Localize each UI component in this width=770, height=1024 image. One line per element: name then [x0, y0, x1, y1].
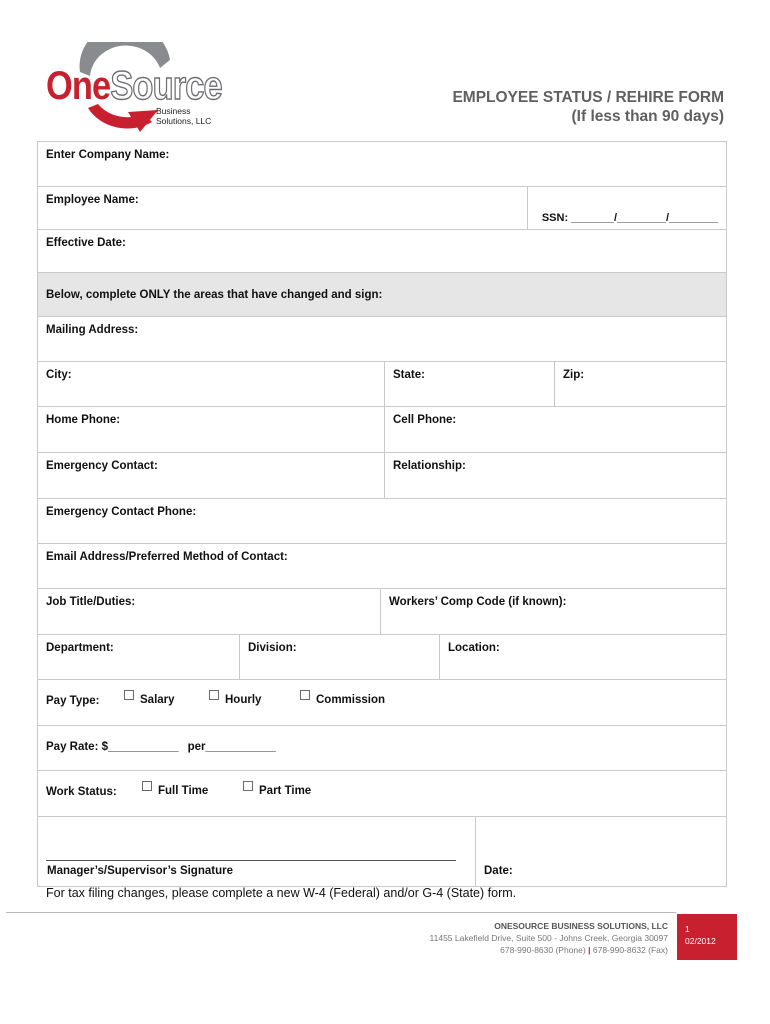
ssn-label: SSN: _______/________/________: [541, 212, 718, 224]
zip-label: Zip:: [563, 369, 585, 381]
pay-option-commission[interactable]: Commission: [300, 694, 385, 706]
effective-date-row: [38, 230, 726, 273]
relationship-label: Relationship:: [393, 460, 466, 472]
workers-comp-label: Workers’ Comp Code (if known):: [389, 596, 567, 608]
employee-name-field[interactable]: [38, 187, 528, 229]
city-field[interactable]: [38, 362, 385, 406]
revision-date: 02/2012: [685, 936, 716, 946]
work-option-full-time[interactable]: Full Time: [142, 785, 208, 797]
part-time-checkbox-icon[interactable]: [243, 781, 253, 791]
form-title-sub: (If less than 90 days): [571, 108, 724, 125]
division-field[interactable]: [240, 635, 440, 679]
city-state-zip-row: [38, 362, 726, 407]
pay-rate-cell[interactable]: [38, 726, 726, 770]
emergency-contact-row: [38, 453, 726, 499]
work-status-cell: [38, 771, 726, 816]
emergency-phone-label: Emergency Contact Phone:: [46, 506, 197, 518]
signature-row: [38, 817, 726, 887]
employee-status-form: [37, 141, 727, 887]
pay-option-hourly[interactable]: Hourly: [209, 694, 261, 706]
email-field[interactable]: [38, 544, 726, 588]
footer-page-box: [677, 914, 737, 960]
effective-date-label: Effective Date:: [46, 237, 126, 249]
cell-phone-field[interactable]: [385, 407, 726, 452]
signature-field[interactable]: [38, 817, 476, 886]
pay-type-cell: [38, 680, 726, 725]
company-name-row: [38, 142, 726, 187]
relationship-field[interactable]: [385, 453, 726, 498]
home-phone-field[interactable]: [38, 407, 385, 452]
footer-address-block: [430, 920, 668, 956]
mailing-address-label: Mailing Address:: [46, 324, 139, 336]
employee-name-row: [38, 187, 726, 230]
footer-fax: 678-990-8632 (Fax): [592, 945, 668, 955]
footer-phone: 678-990-8630 (Phone): [500, 945, 586, 955]
department-row: [38, 635, 726, 680]
pay-type-row: [38, 680, 726, 726]
instructions-text: Below, complete ONLY the areas that have changed and sign:: [46, 289, 383, 301]
effective-date-field[interactable]: [38, 230, 726, 272]
work-option-part-time[interactable]: Part Time: [243, 785, 311, 797]
footer-contact-line: [430, 944, 668, 956]
email-label: Email Address/Preferred Method of Contact:: [46, 551, 288, 563]
pay-rate-row: [38, 726, 726, 771]
job-title-label: Job Title/Duties:: [46, 596, 136, 608]
department-field[interactable]: [38, 635, 240, 679]
emergency-contact-field[interactable]: [38, 453, 385, 498]
form-title-main: EMPLOYEE STATUS / REHIRE FORM: [452, 89, 724, 106]
pay-rate-label: Pay Rate: $___________: [46, 741, 179, 753]
emergency-phone-row: [38, 499, 726, 544]
footer-address: 11455 Lakefield Drive, Suite 500 - Johns Creek, Georgia 30097: [429, 933, 668, 943]
job-title-field[interactable]: [38, 589, 381, 634]
work-status-row: [38, 771, 726, 817]
state-label: State:: [393, 369, 425, 381]
date-label: Date:: [484, 865, 513, 877]
signature-line: [46, 860, 456, 861]
phone-row: [38, 407, 726, 453]
footer-separator: |: [588, 945, 591, 955]
work-status-label: Work Status:: [46, 786, 117, 798]
date-field[interactable]: [476, 817, 726, 886]
full-time-checkbox-icon[interactable]: [142, 781, 152, 791]
state-field[interactable]: [385, 362, 555, 406]
job-row: [38, 589, 726, 635]
tax-filing-note: For tax filing changes, please complete a new W-4 (Federal) and/or G-4 (State) form.: [46, 886, 517, 900]
employee-name-label: Employee Name:: [46, 194, 139, 206]
pay-option-salary[interactable]: Salary: [124, 694, 175, 706]
signature-label: Manager’s/Supervisor’s Signature: [47, 865, 233, 877]
mailing-address-field[interactable]: [38, 317, 726, 361]
instructions-cell: [38, 273, 726, 316]
location-field[interactable]: [440, 635, 726, 679]
department-label: Department:: [46, 642, 114, 654]
home-phone-label: Home Phone:: [46, 414, 121, 426]
salary-checkbox-icon[interactable]: [124, 690, 134, 700]
city-label: City:: [46, 369, 72, 381]
logo-wordmark: OneSource: [46, 64, 222, 108]
mailing-address-row: [38, 317, 726, 362]
company-name-field[interactable]: [38, 142, 726, 186]
pay-per-label: per___________: [187, 741, 276, 753]
form-title: [452, 88, 724, 126]
company-name-label: Enter Company Name:: [46, 149, 170, 161]
emergency-contact-label: Emergency Contact:: [46, 460, 158, 472]
footer-divider: [6, 912, 676, 913]
location-label: Location:: [448, 642, 500, 654]
ssn-field[interactable]: [528, 187, 726, 229]
page-number: 1: [685, 924, 690, 934]
workers-comp-field[interactable]: [381, 589, 726, 634]
hourly-checkbox-icon[interactable]: [209, 690, 219, 700]
instructions-row: [38, 273, 726, 317]
cell-phone-label: Cell Phone:: [393, 414, 457, 426]
logo-subtitle: Business Solutions, LLC: [156, 106, 212, 126]
zip-field[interactable]: [555, 362, 726, 406]
email-row: [38, 544, 726, 589]
emergency-phone-field[interactable]: [38, 499, 726, 543]
company-logo: [40, 42, 230, 134]
footer-company-name: ONESOURCE BUSINESS SOLUTIONS, LLC: [494, 921, 668, 931]
division-label: Division:: [248, 642, 297, 654]
pay-type-label: Pay Type:: [46, 695, 100, 707]
commission-checkbox-icon[interactable]: [300, 690, 310, 700]
